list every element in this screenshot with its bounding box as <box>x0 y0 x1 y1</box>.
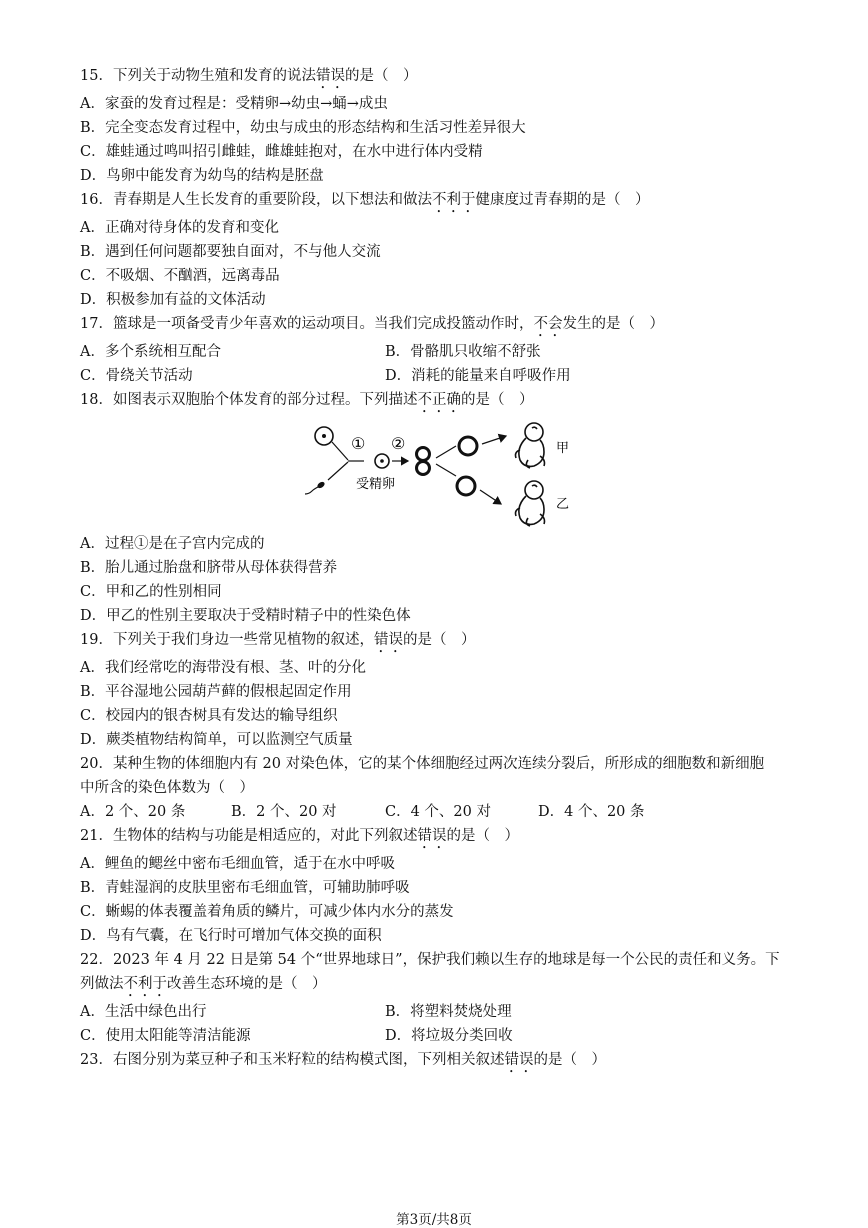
q22-stem-line1: 22．2023 年 4 月 22 日是第 54 个“世界地球日”，保护我们赖以生存的地球是每一个公民的责任和义务。下 <box>80 952 780 968</box>
label-yi: 乙 <box>556 497 570 512</box>
q20-options <box>0 802 868 822</box>
q19-option-c: C．校园内的银杏树具有发达的输导组织 <box>80 708 338 724</box>
zygote-icon <box>375 454 389 468</box>
q16-option-a: A．正确对待身体的发育和变化 <box>80 220 279 236</box>
embryo-cell-jia-icon <box>459 437 477 455</box>
step-1-label: ① <box>351 434 366 453</box>
q15-option-b: B．完全变态发育过程中，幼虫与成虫的形态结构和生活习性差异很大 <box>80 120 526 136</box>
q20-option-a: A．2 个、20 条 <box>80 804 186 820</box>
q23-stem: 23．右图分别为菜豆种子和玉米籽粒的结构模式图，下列相关叙述错误的是（ ） <box>80 1052 606 1068</box>
q20-option-c: C．4 个、20 对 <box>385 804 491 820</box>
q17-option-a: A．多个系统相互配合 <box>80 344 221 360</box>
q22-stem-line2: 列做法不利于改善生态环境的是（ ） <box>80 976 327 992</box>
q20-option-b: B．2 个、20 对 <box>231 804 337 820</box>
q17-option-c: C．骨绕关节活动 <box>80 368 193 384</box>
q21-option-b: B．青蛙湿润的皮肤里密布毛细血管，可辅助肺呼吸 <box>80 880 410 896</box>
q15-option-c: C．雄蛙通过鸣叫招引雌蛙，雌雄蛙抱对，在水中进行体内受精 <box>80 144 483 160</box>
label-jia: 甲 <box>556 441 570 456</box>
step-2-label: ② <box>391 434 406 453</box>
q18-option-a: A．过程①是在子宫内完成的 <box>80 536 265 552</box>
fetus-yi-icon <box>516 481 545 526</box>
q21-stem: 21．生物体的结构与功能是相适应的，对此下列叙述错误的是（ ） <box>80 828 519 844</box>
q18-option-c: C．甲和乙的性别相同 <box>80 584 222 600</box>
sperm-icon <box>305 481 326 494</box>
q17-option-d: D．消耗的能量来自呼吸作用 <box>385 368 571 384</box>
q20-stem-line2: 中所含的染色体数为（ ） <box>80 780 254 796</box>
q21-option-d: D．鸟有气囊，在飞行时可增加气体交换的面积 <box>80 928 382 944</box>
q19-option-a: A．我们经常吃的海带没有根、茎、叶的分化 <box>80 660 366 676</box>
q18-option-d: D．甲乙的性别主要取决于受精时精子中的性染色体 <box>80 608 411 624</box>
q16-option-c: C．不吸烟、不酗酒，远离毒品 <box>80 268 280 284</box>
two-cell-stage-icon <box>417 448 430 475</box>
q19-option-d: D．蕨类植物结构简单，可以监测空气质量 <box>80 732 353 748</box>
q15-stem: 15．下列关于动物生殖和发育的说法错误的是（ ） <box>80 68 418 84</box>
q16-option-b: B．遇到任何问题都要独自面对，不与他人交流 <box>80 244 381 260</box>
q22-option-b: B．将塑料焚烧处理 <box>385 1004 512 1020</box>
q17-stem: 17．篮球是一项备受青少年喜欢的运动项目。当我们完成投篮动作时，不会发生的是（ ） <box>80 316 664 332</box>
q18-stem: 18．如图表示双胞胎个体发育的部分过程。下列描述不正确的是（ ） <box>80 392 534 408</box>
q16-stem: 16．青春期是人生长发育的重要阶段，以下想法和做法不利于健康度过青春期的是（ ） <box>80 192 650 208</box>
page-footer: 第3页/共8页 <box>396 1212 472 1228</box>
q19-option-b: B．平谷湿地公园葫芦藓的假根起固定作用 <box>80 684 352 700</box>
q18-option-b: B．胎儿通过胎盘和脐带从母体获得营养 <box>80 560 338 576</box>
egg-cell-icon <box>315 427 333 445</box>
q19-stem: 19．下列关于我们身边一些常见植物的叙述，错误的是（ ） <box>80 632 476 648</box>
q17-option-b: B．骨骼肌只收缩不舒张 <box>385 344 541 360</box>
q22-option-c: C．使用太阳能等清洁能源 <box>80 1028 251 1044</box>
q21-option-c: C．蜥蜴的体表覆盖着角质的鳞片，可减少体内水分的蒸发 <box>80 904 454 920</box>
q21-option-a: A．鲤鱼的鳃丝中密布毛细血管，适于在水中呼吸 <box>80 856 395 872</box>
q22-option-a: A．生活中绿色出行 <box>80 1004 207 1020</box>
q16-option-d: D．积极参加有益的文体活动 <box>80 292 266 308</box>
q20-option-d: D．4 个、20 条 <box>538 804 645 820</box>
embryo-cell-yi-icon <box>457 477 475 495</box>
zygote-label: 受精卵 <box>356 477 396 492</box>
twin-development-diagram <box>296 418 586 533</box>
q15-option-a: A．家蚕的发育过程是：受精卵→幼虫→蛹→成虫 <box>80 96 388 112</box>
q20-stem-line1: 20．某种生物的体细胞内有 20 对染色体，它的某个体细胞经过两次连续分裂后，所形成的细胞数和新细胞 <box>80 756 765 772</box>
fetus-jia-icon <box>516 423 545 468</box>
q15-option-d: D．鸟卵中能发育为幼鸟的结构是胚盘 <box>80 168 324 184</box>
q22-option-d: D．将垃圾分类回收 <box>385 1028 513 1044</box>
